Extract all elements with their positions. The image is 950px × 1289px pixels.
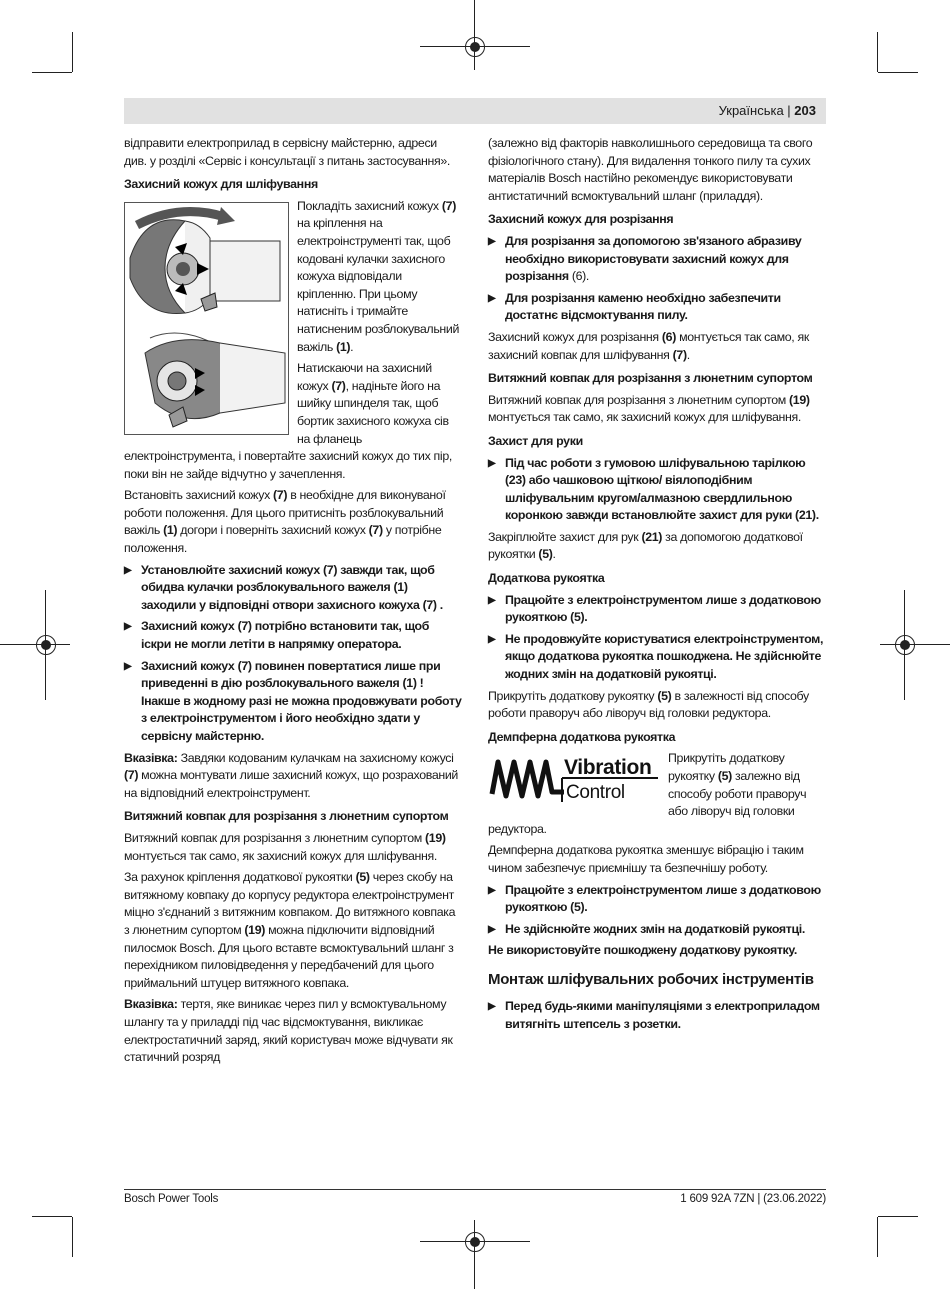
- ref-7: (7): [368, 523, 383, 538]
- ref-5: (5): [657, 688, 672, 703]
- hand-text-a: Закріплюйте захист для рук: [488, 529, 642, 544]
- bullet-text: Для розрізання за допомогою зв'язаного абразиву необхідно використовувати захисний кожух для розрізання: [505, 233, 802, 284]
- grind-text-2a: Натискаючи на захисний кожух: [297, 361, 432, 393]
- aux-text-a: Прикрутіть додаткову рукоятку: [488, 688, 658, 703]
- crop-mark: [72, 1217, 73, 1257]
- hand-text-b: за допомогою додаткової рукоятки: [488, 529, 803, 562]
- grind-text-2b: , надіньте його на шийку шпинделя так, щоб бортик захисного кожуха сів на фланець електроінструмента, і повертайте захисний кожух до тих пір, поки він не зайде відчутно у зачеплення.: [124, 378, 452, 481]
- cut-text-b: монтується так само, як захисний ковпак для шліфування: [488, 329, 809, 362]
- ref-5: (5): [355, 870, 370, 885]
- footer-doc-id: 1 609 92A 7ZN | (23.06.2022): [680, 1193, 826, 1205]
- ref-1: (1): [163, 523, 178, 538]
- heading-grinding-guard: Захисний кожух для шліфування: [124, 177, 318, 192]
- warning-bullet: ▶ Для розрізання каменю необхідно забезпечити достатнє відсмоктування пилу.: [488, 290, 828, 325]
- ref-7: (7): [331, 378, 346, 393]
- ref-7: (7): [273, 488, 288, 503]
- registration-mark-icon: [465, 37, 485, 57]
- cut-text-c: .: [686, 347, 690, 362]
- note-label: Вказівка:: [124, 997, 178, 1012]
- heading-cutting-guard: Захисний кожух для розрізання: [488, 212, 674, 227]
- hood-text-2a: За рахунок кріплення додаткової рукоятки: [124, 870, 356, 885]
- crop-mark: [32, 72, 72, 73]
- warning-bullet: ▶ Захисний кожух (7) потрібно встановити так, щоб іскри не могли летіти в напрямку оператора.: [124, 618, 462, 653]
- warning-bullet: ▶ Працюйте з електроінструментом лише з додатковою рукояткою (5).: [488, 592, 828, 627]
- note-text-b: можна монтувати лише захисний кожух, що розрахований на відповідний електроінструмент.: [124, 768, 458, 800]
- heading-extraction-hood-2: Витяжний ковпак для розрізання з люнетним супортом: [488, 371, 813, 386]
- bullet-text-end: .: [585, 269, 590, 284]
- hood-text-1b: монтується так само, як захисний кожух для шліфування.: [124, 848, 437, 863]
- ref-1: (1): [336, 339, 351, 354]
- grind-text-1a: Покладіть захисний кожух: [297, 198, 442, 213]
- ref-19: (19): [789, 392, 810, 407]
- grind-text-3a: Встановіть захисний кожух: [124, 488, 274, 503]
- vibration-control-logo: [488, 752, 660, 810]
- note-label: Вказівка:: [124, 750, 178, 765]
- grind-text-1b: на кріплення на електроінструменті так, щоб кодовані кулачки захисного кожуха відповідали кріпленню. При цьому натисніть і тримайте натисненим розблокувальний важіль: [297, 216, 460, 354]
- warning-bullet: ▶ Захисний кожух (7) повинен повертатися лише при приведенні в дію розблокувального важеля (1) ! Інакше в жодному разі не можна продовжувати роботу з електроінструментом і його необхідно здати у сервісну майстерню.: [124, 658, 462, 746]
- right-column: [488, 135, 828, 1037]
- hood-text-1a: Витяжний ковпак для розрізання з люнетним супортом: [124, 830, 425, 845]
- warning-bullet: ▶ Під час роботи з гумовою шліфувальною тарілкою (23) або чашковою щіткою/ віялоподібним шліфувальним кругом/алмазною свердлильною коронкою завжди встановлюйте захист для руки (21).: [488, 455, 828, 525]
- warning-bullet: ▶ Установлюйте захисний кожух (7) завжди так, щоб обидва кулачки розблокувального важеля (1) заходили у відповідні отвори захисного кожуха (7) .: [124, 562, 462, 615]
- hood-text-2c: можна підключити відповідний пилосмок Bosch. Для цього вставте всмоктувальний шланг з перехідником пиловідведення у передбачений для цього приймальний штуцер витяжного ковпака.: [124, 922, 454, 990]
- footer-rule: [124, 1189, 826, 1190]
- crop-mark: [474, 0, 475, 70]
- guard-illustration: [124, 202, 289, 435]
- grind-text-1c: .: [350, 339, 354, 354]
- heading-damped-handle: Демпферна додаткова рукоятка: [488, 729, 676, 744]
- header-language: Українська: [718, 103, 784, 118]
- hood-text-3a: Витяжний ковпак для розрізання з люнетним супортом: [488, 392, 789, 407]
- crop-mark: [880, 644, 950, 645]
- heading-hand-guard: Захист для руки: [488, 433, 583, 448]
- hood-text-2b: через скобу на витяжному ковпаку до корпусу редуктора електроінструмент міцно з'єднаний з витяжним ковпаком. До витяжного ковпака з люнетним супортом: [124, 870, 456, 937]
- damp-text-2: Демпферна додаткова рукоятка зменшує вібрацію і таким чином забезпечує приємнішу та безпечнішу роботу.: [488, 843, 804, 875]
- ref-5: (5): [717, 769, 732, 783]
- page-number: 203: [794, 103, 816, 118]
- ref-7: (7): [124, 768, 139, 783]
- crop-mark: [877, 32, 878, 72]
- continued-paragraph: (залежно від факторів навколишнього середовища та свого фізіологічного стану). Для видалення тонкого пилу та сухих матеріалів Bosch настійно рекомендує використовувати антистатичний всмоктувальний шланг (приладдя).: [488, 136, 813, 203]
- aux-text-b: в залежності від способу роботи праворуч або ліворуч від головки редуктора.: [488, 688, 809, 721]
- warning-bullet: ▶ Працюйте з електроінструментом лише з додатковою рукояткою (5).: [488, 882, 828, 917]
- intro-paragraph: відправити електроприлад в сервісну майстерню, адреси див. у розділі «Сервіс і консультації з питань застосування».: [124, 136, 451, 168]
- crop-mark: [32, 1216, 72, 1217]
- control-word: Control: [566, 782, 625, 804]
- ref-5: (5): [538, 547, 553, 562]
- heading-mounting-tools: Монтаж шліфувальних робочих інструментів: [488, 970, 814, 988]
- ref-19: (19): [244, 922, 266, 937]
- ref-19: (19): [425, 830, 446, 845]
- damp-text-1a: Прикрутіть додаткову рукоятку: [668, 751, 785, 783]
- crop-mark: [878, 1216, 918, 1217]
- cut-text-a: Захисний кожух для розрізання: [488, 329, 662, 344]
- crop-mark: [878, 72, 918, 73]
- registration-mark-icon: [36, 635, 56, 655]
- vibration-word: Vibration: [564, 756, 652, 780]
- grind-text-3d: у потрібне положення.: [124, 523, 442, 556]
- warning-bullet: ▶ Не здійснюйте жодних змін на додатковій рукоятці.: [488, 921, 828, 939]
- grind-text-3b: в необхідне для виконуваної роботи положення. Для цього притисніть розблокувальний важіль: [124, 488, 446, 538]
- crop-mark: [474, 1220, 475, 1289]
- note-text: тертя, яке виникає через пил у всмоктувальному шлангу та у приладді під час відсмоктування, викликає електростатичний заряд, який користувач може відчувати як статичний розряд: [124, 997, 453, 1065]
- ref-21: (21): [641, 529, 663, 544]
- guard-mounting-figure: [125, 203, 288, 434]
- left-column: [124, 135, 462, 1071]
- hood-text-3b: монтується так само, як захисний кожух для шліфування.: [488, 410, 801, 425]
- registration-mark-icon: [465, 1232, 485, 1252]
- crop-mark: [877, 1217, 878, 1257]
- ref-7: (7): [441, 198, 456, 213]
- ref-6: (6): [661, 329, 676, 344]
- grind-text-3c: догори і поверніть захисний кожух: [177, 523, 369, 538]
- heading-aux-handle: Додаткова рукоятка: [488, 571, 605, 586]
- note-text-a: Завдяки кодованим кулачкам на захисному кожусі: [177, 750, 454, 765]
- damp-text-1b: залежно від способу роботи праворуч або ліворуч від головки редуктора.: [488, 769, 807, 836]
- footer-brand: Bosch Power Tools: [124, 1193, 219, 1205]
- crop-mark: [0, 644, 70, 645]
- crop-mark: [72, 32, 73, 72]
- ref-7: (7): [672, 347, 687, 362]
- ref-6: (6): [571, 269, 586, 284]
- page-header: Українська | 203: [124, 98, 826, 124]
- warning-bullet: [488, 233, 828, 286]
- warning-bullet: ▶ Не продовжуйте користуватися електроінструментом, якщо додаткова рукоятка пошкоджена. Не здійснюйте жодних змін на додатковій рукоятці.: [488, 631, 828, 684]
- heading-extraction-hood: Витяжний ковпак для розрізання з люнетним супортом: [124, 809, 449, 824]
- registration-mark-icon: [895, 635, 915, 655]
- warning-bullet: ▶ Перед будь-якими маніпуляціями з електроприладом витягніть штепсель з розетки.: [488, 998, 828, 1033]
- hand-text-c: .: [552, 547, 556, 562]
- damp-text-3: Не використовуйте пошкоджену додаткову рукоятку.: [488, 943, 797, 958]
